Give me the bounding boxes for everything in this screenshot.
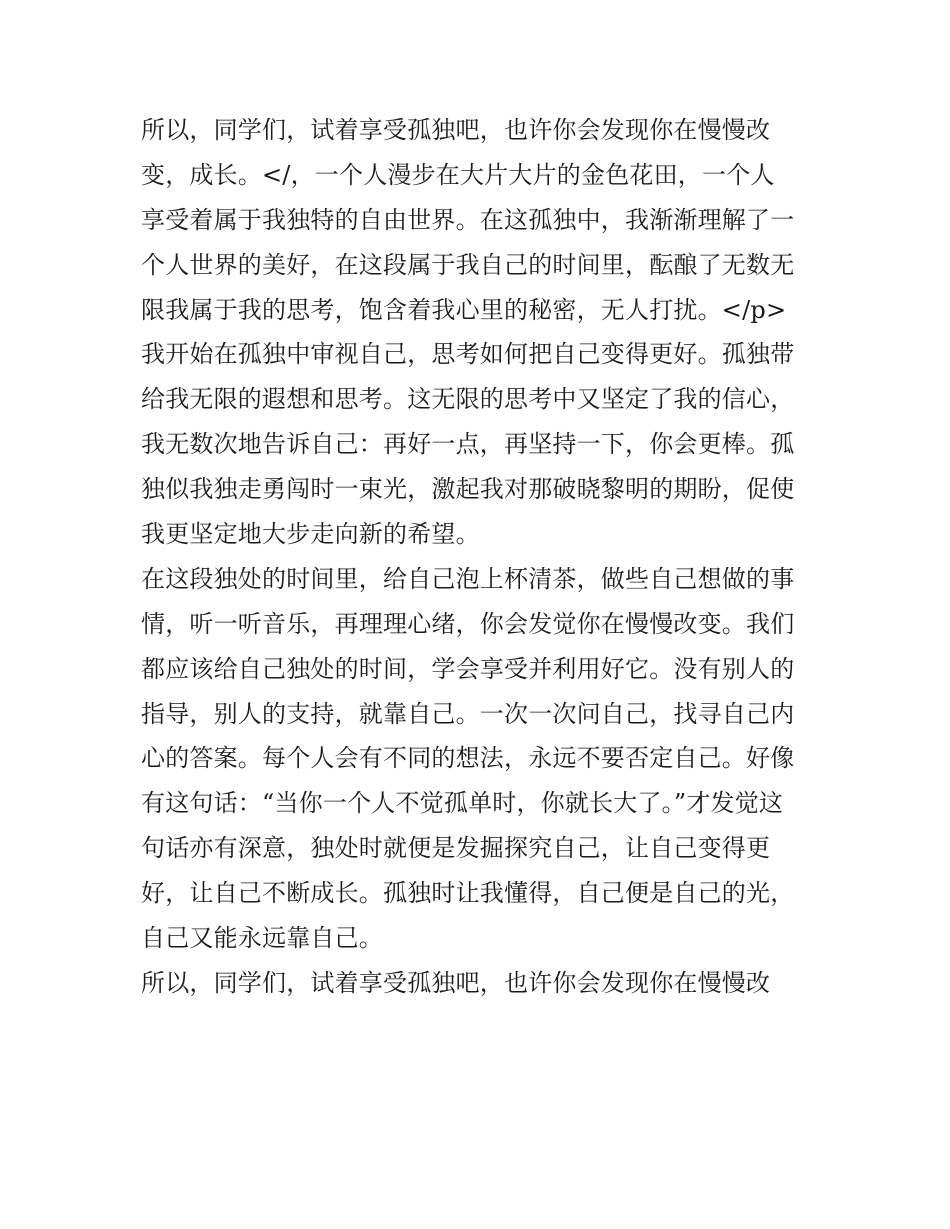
- text-line: 自己又能永远靠自己。: [141, 924, 383, 953]
- text-line: 独似我独走勇闯时一束光，激起我对那破晓黎明的期盼，促使: [141, 475, 795, 504]
- text-line: 都应该给自己独处的时间，学会享受并利用好它。没有别人的: [141, 654, 795, 683]
- text-line: 好，让自己不断成长。孤独时让我懂得，自己便是自己的光，: [141, 879, 795, 908]
- text-line: 所以，同学们，试着享受孤独吧，也许你会发现你在慢慢改: [141, 116, 771, 144]
- text-line: 情，听一听音乐，再理理心绪，你会发觉你在慢慢改变。我们: [141, 609, 795, 638]
- text-line: 心的答案。每个人会有不同的想法，永远不要否定自己。好像: [141, 744, 795, 773]
- text-line: 享受着属于我独特的自由世界。在这孤独中，我渐渐理解了一: [141, 205, 795, 234]
- text-line: 指导，别人的支持，就靠自己。一次一次问自己，找寻自己内: [141, 699, 795, 728]
- text-line: 给我无限的遐想和思考。这无限的思考中又坚定了我的信心，: [141, 385, 795, 414]
- document-body-text: [141, 108, 821, 1006]
- text-line: 在这段独处的时间里，给自己泡上杯清茶，做些自己想做的事: [141, 564, 795, 593]
- text-line: 句话亦有深意，独处时就便是发掘探究自己，让自己变得更: [141, 834, 771, 863]
- text-line: 限我属于我的思考，饱含着我心里的秘密，无人打扰。</p>: [141, 295, 787, 324]
- text-line: 有这句话：“当你一个人不觉孤单时，你就长大了。”才发觉这: [141, 789, 784, 818]
- text-line: 我更坚定地大步走向新的希望。: [141, 520, 480, 549]
- text-line: 我无数次地告诉自己：再好一点，再坚持一下，你会更棒。孤: [141, 430, 795, 459]
- text-line: 所以，同学们，试着享受孤独吧，也许你会发现你在慢慢改: [141, 968, 771, 997]
- text-line: 我开始在孤独中审视自己，思考如何把自己变得更好。孤独带: [141, 340, 795, 369]
- text-line: 个人世界的美好，在这段属于我自己的时间里，酝酿了无数无: [141, 250, 795, 279]
- text-line: 变，成长。</，一个人漫步在大片大片的金色花田，一个人: [141, 160, 775, 189]
